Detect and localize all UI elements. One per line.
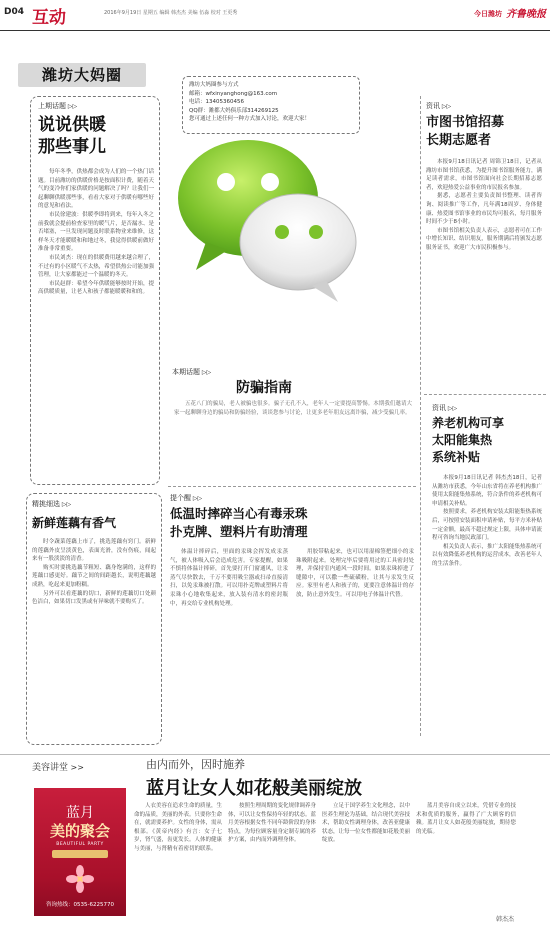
dateline: 2016年9月19日 星期五 编辑 韩杰杰 美编 伍淼 校对 王更秀 <box>104 10 238 16</box>
toys-col-1: 体温计摔碎后，里面的汞珠会挥发成汞蒸气，被人体吸入后会造成危害。专家提醒，如果不慎将体温计摔碎，首先要打开门窗通风，让汞蒸气尽快散去，千万不要用吸尘器或扫帚直接清扫，以免汞珠被打散。可以用扑克牌或塑料片将汞珠小心地收集起来，放入装有清水的密封瓶中，再交给专业机构处理。 <box>170 549 288 607</box>
beauty-ad-phone-label: 咨询热线： <box>46 902 74 908</box>
contact-phone: 电话：13405360456 <box>189 99 244 106</box>
paper-logo: 齐鲁晚报 <box>506 9 546 20</box>
beauty-ad-phone-number: 0535-6225770 <box>73 902 114 908</box>
contact-title: 潍坊大妈圈参与方式 <box>189 82 239 88</box>
solar-paragraph: 本报9月18日讯记者 韩杰杰18日，记者从潍坊市获悉，今年山东省将在养老机构推广使用太阳能集热系统，符合条件的养老机构可申请相关补贴。 <box>432 475 542 507</box>
lotus-paragraph: 购买时要挑选藕节粗短、藕身饱满的，这样的莲藕口感更好。藕节之间的间距越长，说明莲藕越成熟，吃起来更加粉糯。 <box>32 564 156 588</box>
toys-col-2: 用胶带粘起来，也可以用湿棉签把细小的汞珠吸附起来。处理完毕后要将用过的工具密封处理，并保持室内通风一段时间。如果汞珠掉进了缝隙中，可以撒一些硫磺粉，让其与汞发生反应。家里有老人和孩子的，更要注意体温计的存放，防止意外发生。可以用电子体温计代替。 <box>296 549 414 598</box>
beauty-column-label: 美容讲堂 >> <box>32 763 84 773</box>
flower-icon <box>60 864 100 894</box>
antifraud-tag: 本期话题 ▷▷ <box>172 367 211 377</box>
heating-paragraph: 市民赵群：希望今年供暖能够按时开始，提高供暖质量，让老人和孩子都能暖暖和和的。 <box>38 280 154 296</box>
beauty-col-1: 人衣美容在追求生命的质量，生命的品质，美丽的外表。只要你生命在，就需要养护。女性的身体，需从根部。《黄帝内经》有言：女子七岁，肾气盛，齿更发长。人体的健康与美丽，与肾精有着密切的联系。 <box>134 803 222 852</box>
beauty-ad-line-3: BEAUTIFUL PARTY <box>56 842 104 847</box>
contact-qq: QQ群：潍都大妈俱乐部314269125 <box>189 107 279 114</box>
antifraud-title: 防骗指南 <box>236 380 292 396</box>
solar-tag: 资讯 ▷▷ <box>432 403 457 413</box>
heating-body <box>38 168 154 478</box>
beauty-title: 蓝月让女人如花般美丽绽放 <box>146 778 362 799</box>
banner-title <box>18 63 146 87</box>
banner-title-text: 潍坊大妈圈 <box>41 66 122 84</box>
heating-paragraph: 每年冬季，供热都会成为人们的一个热门话题。目前潍坊的供暖价格是按面积计费，随着天气的变冷你们家供暖的问题解决了吗？让我们一起聊聊供暖那些事，看看大家对于供暖有哪些好的意见和看法。 <box>38 169 154 210</box>
solar-title-line-1: 养老机构可享 <box>432 416 505 430</box>
beauty-col-3: 立足于国学养生文化理念，以中医养生理论为基础，结合现代美容技术，帮助女性调理身体，改善亚健康状态，让每一位女性都能如花般美丽绽放。 <box>322 803 410 844</box>
contact-note: 您可通过上述任何一种方式加入讨论，欢迎大家！ <box>189 116 311 123</box>
beauty-ad-line-1: 蓝月 <box>66 805 94 821</box>
library-paragraph: 本报9月18日讯记者 周锦卫18日，记者从潍坊市图书馆获悉，为提升图书馆服务能力，满足读者需求，市图书馆面向社会长期招募志愿者，欢迎热爱公益事业的市民报名参加。 <box>426 159 542 191</box>
toys-title <box>170 505 308 541</box>
lotus-tag: 精挑细选 ▷▷ <box>32 499 71 509</box>
library-paragraph: 据悉，志愿者主要负责图书整理、读者咨询、阅读推广等工作，凡年满18周岁、身体健康、热爱图书馆事业的市民均可报名，每月服务时间不少于8小时。 <box>426 193 542 226</box>
lotus-body <box>32 538 156 738</box>
page-number: D04 <box>4 7 24 17</box>
library-title <box>426 114 504 150</box>
contact-box <box>182 76 360 134</box>
section-title: 互动 <box>32 8 66 28</box>
solar-title <box>432 415 504 466</box>
heating-tag: 上期话题 ▷▷ <box>38 101 77 111</box>
antifraud-body: 五花八门的骗局，老人被骗也很多。骗子无孔不入，老年人一定要提高警惕。本期我们邀请大家一起聊聊身边的骗局和防骗经验，谈谈您参与讨论，让更多老年朋友远离诈骗，减少受骗几率。 <box>174 401 412 416</box>
solar-title-line-2: 太阳能集热 <box>432 433 493 447</box>
solar-body <box>432 474 542 732</box>
beauty-author: 韩杰杰 <box>496 916 515 923</box>
lotus-title: 新鲜莲藕有香气 <box>32 516 117 530</box>
lotus-paragraph: 时令蔬菜莲藕上市了，挑选莲藕有窍门。新鲜的莲藕外皮呈淡黄色，表面光滑，没有伤痕，闻起来有一股淡淡的清香。 <box>32 539 156 563</box>
library-body <box>426 158 542 386</box>
contact-email: 邮箱：wfxinyanghong@163.com <box>189 90 278 97</box>
right-column-rule <box>420 96 421 736</box>
beauty-col-2: 按照生理周期的变化规律调养身体，可以让女性保持年轻的状态。蓝月美容根据女性不同年龄阶段的身体特点，为每位顾客量身定制专属的养护方案，由内而外调理身体。 <box>228 803 316 844</box>
library-tag: 资讯 ▷▷ <box>426 101 451 111</box>
beauty-top-rule <box>0 754 550 755</box>
beauty-ad-phone <box>36 900 124 908</box>
beauty-column-text: 美容讲堂 <box>32 763 69 773</box>
beauty-kicker: 由内而外，因时施养 <box>146 758 245 771</box>
solar-title-line-3: 系统补贴 <box>432 450 481 464</box>
heating-title <box>38 114 106 158</box>
beauty-ad <box>34 788 126 916</box>
beauty-ad-line-2: 美的聚会 <box>49 822 110 840</box>
library-paragraph: 市图书馆相关负责人表示，志愿者可在工作中增长知识、结识朋友，服务期满后将颁发志愿服务证书，欢迎广大市民积极参与。 <box>426 227 542 251</box>
page-header <box>0 0 550 32</box>
heating-paragraph: 市民徐建波：供暖季即将到来，每年入冬之前我就会提前检查家里的暖气片，是否漏水、是否堵塞，一旦发现问题及时联系物业来维修，这样冬天才能暖暖和和地过冬，我觉得供暖前做好准备非常重要。 <box>38 211 154 253</box>
heating-paragraph: 市民刘杰：现在的供暖费用越来越合理了，不过有的小区暖气不太热，希望供热公司能加强管理，让大家都能过一个温暖的冬天。 <box>38 254 154 279</box>
lotus-paragraph: 另外可以看莲藕的切口，新鲜的莲藕切口处颜色洁白，如果切口发黑或有异味就不要购买了。 <box>32 590 156 606</box>
header-rule <box>0 30 550 31</box>
heating-title-line-2: 那些事儿 <box>38 137 106 157</box>
beauty-col-4: 蓝月美容自成立以来，凭借专业的技术和优质的服务，赢得了广大顾客的信赖。蓝月让女人如花般美丽绽放，期待您的光临。 <box>416 803 516 835</box>
solar-paragraph: 相关负责人表示，推广太阳能集热系统可以有效降低养老机构的运营成本，改善老年人的生活条件。 <box>432 543 542 567</box>
toys-title-line-1: 低温时摔碎当心有毒汞珠 <box>170 506 308 521</box>
toys-title-line-2: 扑克牌、塑料片有助清理 <box>170 524 308 539</box>
paper-prefix: 今日潍坊 <box>474 10 502 18</box>
heating-title-line-1: 说说供暖 <box>38 115 106 135</box>
library-title-line-1: 市图书馆招募 <box>426 115 505 130</box>
solar-paragraph: 按照要求，养老机构安装太阳能集热系统后，可按照安装面积申请补贴，每平方米补贴一定金额，最高不超过规定上限，具体申请流程可咨询当地民政部门。 <box>432 509 542 542</box>
library-title-line-2: 长期志愿者 <box>426 133 492 148</box>
library-divider <box>424 394 546 395</box>
antifraud-divider <box>168 486 416 487</box>
beauty-ad-ribbon <box>52 850 108 858</box>
toys-tag: 提个醒 ▷▷ <box>170 493 202 503</box>
wechat-logo-icon <box>166 120 366 310</box>
